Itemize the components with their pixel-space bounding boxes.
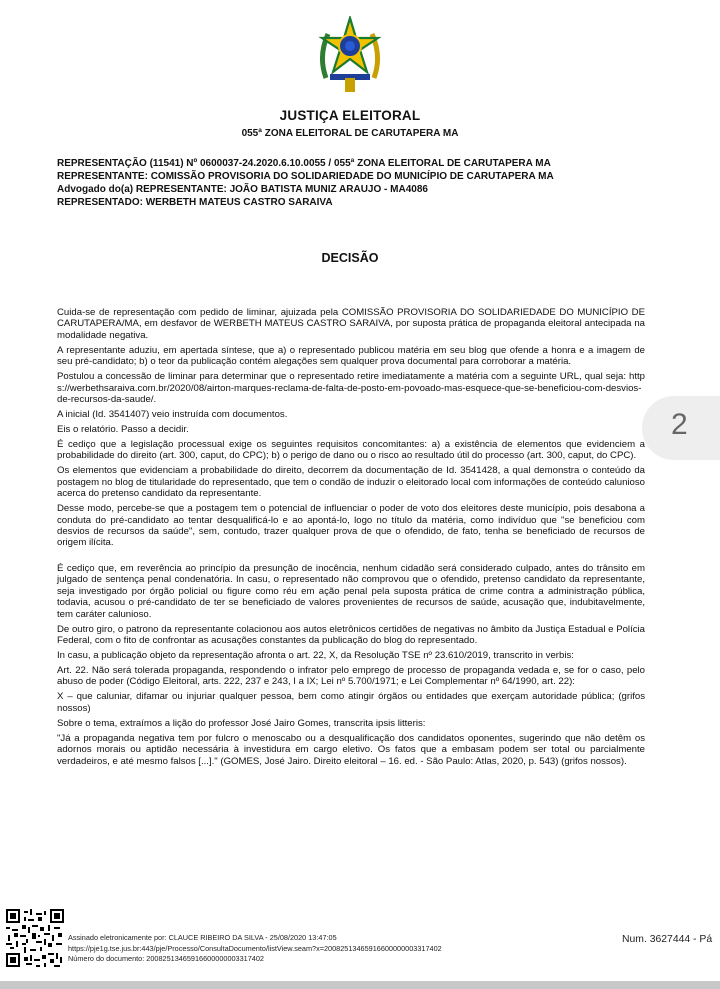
paragraph: Art. 22. Não será tolerada propaganda, respondendo o infrator pelo emprego de processo de propaganda vedada e, se for o caso, pelo abuso de poder (Código Eleitoral, arts. 222, 237 e 243, I a IX; Lei nº 5.700/1971; e Lei Complementar nº 64/1990, art. 22): <box>57 664 645 688</box>
page-bottom-bar <box>0 981 720 989</box>
case-number: REPRESENTAÇÃO (11541) Nº 0600037-24.2020.6.10.0055 / 055ª ZONA ELEITORAL DE CARUTAPERA MA <box>57 158 551 169</box>
paragraph: É cediço que a legislação processual exige os seguintes requisitos concomitantes: a) a existência de elementos que evidenciem a probabilidade do direito (art. 300, caput, do CPC); b) o perigo de dano ou o risco ao resultado útil do processo (art. 300, caput, do CPC). <box>57 439 645 462</box>
case-advogado: Advogado do(a) REPRESENTANTE: JOÃO BATISTA MUNIZ ARAUJO - MA4086 <box>57 184 428 195</box>
paragraph: Desse modo, percebe-se que a postagem tem o potencial de influenciar o poder de voto dos eleitores deste município, pois desabona a conduta do pré-candidato ao tentar desqualificá-lo e ao apontá-lo, logo no título da matéria, como indivíduo que "se beneficiou com desvios de recursos da saúde", sem, contudo, trazer qualquer prova de que o ofendido, de fato, tenha se beneficiado de recursos de origem ilícita. <box>57 503 645 549</box>
paragraph: Cuida-se de representação com pedido de liminar, ajuizada pela COMISSÃO PROVISORIA DO SOLIDARIEDADE DO MUNICÍPIO DE CARUTAPERA/MA, em desfavor de WERBETH MATEUS CASTRO SARAIVA, por suposta prática de propaganda eleitoral antecipada na modalidade negativa. <box>57 307 645 341</box>
emblem-inner-disc <box>345 41 355 51</box>
paragraph: In casu, a publicação objeto da representação afronta o art. 22, X, da Resolução TSE nº 23.610/2019, transcrito in verbis: <box>57 649 574 661</box>
signature-block <box>68 933 442 965</box>
paragraph: Postulou a concessão de liminar para determinar que o representado retire imediatamente a matéria com a seguinte URL, qual seja: https://werbethsaraiva.com.br/2020/08/airton-marques-reclama-de-falta-de-posto-em-povoado-mas-esquece-que-se-beneficiou-com-desvios-de-recursos-da-saude/. <box>57 371 645 406</box>
case-representante: REPRESENTANTE: COMISSÃO PROVISORIA DO SOLIDARIEDADE DO MUNICÍPIO DE CARUTAPERA MA <box>57 171 554 182</box>
verification-url[interactable]: https://pje1g.tse.jus.br:443/pje/Processo/ConsultaDocumento/listView.seam?x=20082513465916600000003317402 <box>68 943 442 953</box>
case-info <box>57 157 657 209</box>
paragraph: A representante aduziu, em apertada síntese, que a) o representado publicou matéria em seu blog que ofende a honra e a imagem de seu pré-candidato; b) o teor da publicação contém alegações sem qualquer prova documental para corroborar a matéria. <box>57 344 645 368</box>
qr-code-icon <box>6 909 64 967</box>
signed-by: Assinado eletronicamente por: CLAUCE RIBEIRO DA SILVA - 25/08/2020 13:47:05 <box>68 933 337 942</box>
case-representado: REPRESENTADO: WERBETH MATEUS CASTRO SARAIVA <box>57 197 333 208</box>
num-label: Num. 3627444 - Pá <box>622 934 713 945</box>
paragraph: Eis o relatório. Passo a decidir. <box>57 424 189 436</box>
paragraph: De outro giro, o patrono da representante colacionou aos autos eletrônicos certidões de negativas no âmbito da Justiça Estadual e Polícia Federal, com o fito de confrontar as acusações constantes da publicação do blog do representado. <box>57 623 645 646</box>
paragraph: É cediço que, em reverência ao princípio da presunção de inocência, nenhum cidadão será considerado culpado, antes do trânsito em julgado de sentença penal condenatória. In casu, o representado não comprovou que o ofendido, pretenso candidato da representante, seja investigado por órgão policial ou figure como réu em ação penal pela suposta prática de crime contra a administração pública, todavia, acusou o pré-candidato de ter se beneficiado de valores provenientes de recursos de saúde, acusação que, indubitavelmente, tem caráter calunioso. <box>57 562 645 620</box>
document-title: DECISÃO <box>321 251 379 265</box>
paragraph: Sobre o tema, extraímos a lição do professor José Jairo Gomes, transcrita ipsis litteris: <box>57 717 426 729</box>
paragraph: "Já a propaganda negativa tem por fulcro o menoscabo ou a desqualificação dos candidatos oponentes, sugerindo que não detêm os adornos morais ou aptidão necessária à investidura em cargo eletivo. Os fatos que a embasam podem ser total ou parcialmente verdadeiros, e até mesmo falsos [...]." (GOMES, José Jairo. Direito eleitoral – 16. ed. - São Paulo: Atlas, 2020, p. 543) (grifos nossos). <box>57 732 645 767</box>
document-body <box>57 307 645 771</box>
electoral-zone: 055ª ZONA ELEITORAL DE CARUTAPERA MA <box>241 128 459 139</box>
page-number: 2 <box>671 408 688 441</box>
paragraph: A inicial (Id. 3541407) veio instruída com documentos. <box>57 409 288 421</box>
document-number: Número do documento: 20082513465916600000003317402 <box>68 954 264 964</box>
paragraph: Os elementos que evidenciam a probabilidade do direito, decorrem da documentação de Id. 3541428, a qual demonstra o conteúdo da postagem no blog de titularidade do representado, que tem o condão de induzir o eleitorado local com informações de conteúdo calunioso acerca do pretenso candidato da representante. <box>57 465 645 500</box>
court-name: JUSTIÇA ELEITORAL <box>279 108 421 123</box>
emblem-sword-hilt <box>345 78 355 92</box>
paragraph: X – que caluniar, difamar ou injuriar qualquer pessoa, bem como atingir órgãos ou entidades que exerçam autoridade pública; (grifos nossos) <box>57 691 645 714</box>
brazil-coat-of-arms-icon <box>316 16 384 96</box>
